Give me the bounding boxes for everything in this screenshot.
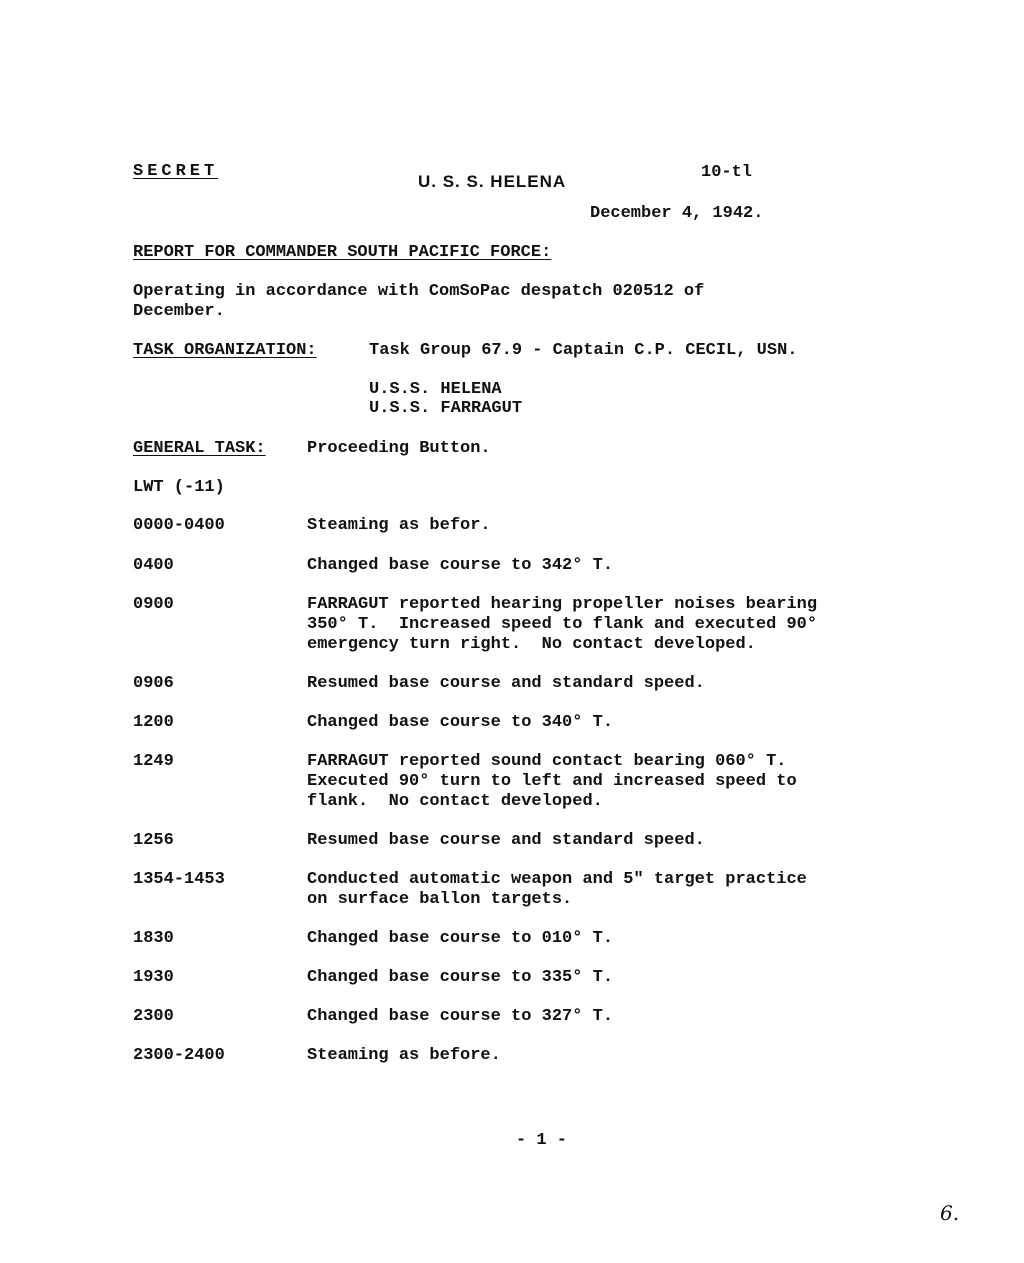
intro-line-1: Operating in accordance with ComSoPac despatch 020512 of: [133, 282, 705, 301]
classification-stamp: SECRET: [133, 162, 219, 181]
log-entry-time: 0000-0400: [133, 516, 225, 535]
log-entry-time: 2300: [133, 1007, 174, 1026]
intro-line-2: December.: [133, 302, 225, 321]
page-number: - 1 -: [516, 1131, 568, 1150]
time-zone-label: LWT (-11): [133, 478, 225, 497]
log-entry-time: 0400: [133, 556, 174, 575]
log-entry-text: Changed base course to 342° T.: [307, 556, 614, 575]
log-entry-text: Steaming as before.: [307, 1046, 501, 1065]
log-entry-time: 1256: [133, 831, 174, 850]
log-entry-time: 1830: [133, 929, 174, 948]
task-organization-text: Task Group 67.9 - Captain C.P. CECIL, USN.: [369, 341, 798, 360]
general-task-text: Proceeding Button.: [307, 439, 491, 458]
ship-name-heading: U. S. S. HELENA: [418, 172, 567, 191]
general-task-label: GENERAL TASK:: [133, 439, 266, 458]
report-title: REPORT FOR COMMANDER SOUTH PACIFIC FORCE:: [133, 243, 552, 262]
log-entry-text: Changed base course to 340° T.: [307, 713, 614, 732]
log-entry-time: 1200: [133, 713, 174, 732]
log-entry-text: FARRAGUT reported sound contact bearing 060° T. Executed 90° turn to left and increased speed to flank. No contact developed.: [307, 752, 797, 811]
log-entry-text: Conducted automatic weapon and 5" target practice on surface ballon targets.: [307, 870, 807, 909]
log-entry-text: Changed base course to 327° T.: [307, 1007, 614, 1026]
log-entry-time: 2300-2400: [133, 1046, 225, 1065]
log-entry-text: Steaming as befor.: [307, 516, 491, 535]
serial-number: 10-tl: [701, 163, 753, 182]
log-entry-time: 0900: [133, 595, 174, 614]
report-date: December 4, 1942.: [590, 204, 764, 223]
log-entry-text: Changed base course to 335° T.: [307, 968, 614, 987]
log-entry-time: 1354-1453: [133, 870, 225, 889]
log-entry-text: Resumed base course and standard speed.: [307, 831, 705, 850]
log-entry-time: 0906: [133, 674, 174, 693]
log-entry-text: Resumed base course and standard speed.: [307, 674, 705, 693]
ship-list-item: U.S.S. FARRAGUT: [369, 399, 523, 418]
ship-list-item: U.S.S. HELENA: [369, 380, 502, 399]
log-entry-time: 1930: [133, 968, 174, 987]
handwritten-page-mark: 6.: [940, 1201, 960, 1225]
log-entry-text: FARRAGUT reported hearing propeller noises bearing 350° T. Increased speed to flank and executed 90° emergency turn right. No contact developed.: [307, 595, 818, 654]
log-entry-text: Changed base course to 010° T.: [307, 929, 614, 948]
task-organization-label: TASK ORGANIZATION:: [133, 341, 317, 360]
log-entry-time: 1249: [133, 752, 174, 771]
